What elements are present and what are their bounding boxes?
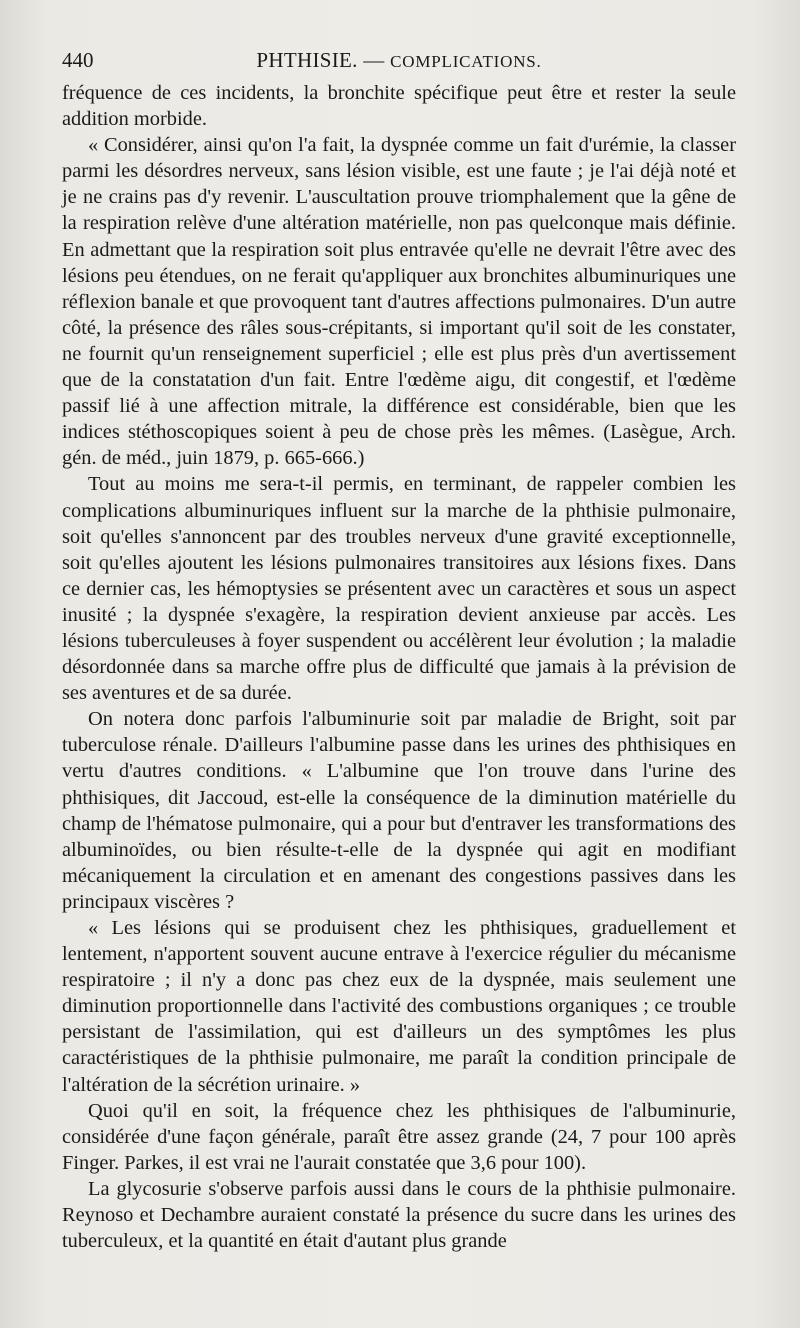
page-header	[62, 40, 736, 80]
paragraph-4: On notera donc parfois l'albuminurie soit par maladie de Bright, soit par tuberculose rénale. D'ailleurs l'albumine passe dans les urines des phthisiques en vertu d'autres conditions. « L'albumine que l'on trouve dans l'urine des phthisiques, dit Jaccoud, est-elle la conséquence de la diminution matérielle du champ de l'hématose pulmonaire, qui a pour but d'entraver les transformations des albuminoïdes, ou bien résulte-t-elle de la dyspnée qui agit en modifiant mécaniquement la circulation et en amenant des congestions passives dans les principaux viscères ?	[62, 708, 736, 913]
running-head-subtitle: COMPLICATIONS.	[390, 52, 542, 71]
paragraph-2: « Considérer, ainsi qu'on l'a fait, la dyspnée comme un fait d'urémie, la classer parmi les désordres nerveux, sans lésion visible, est une faute ; je l'ai déjà noté et je ne crains pas d'y revenir. L'auscultation prouve triomphalement que la gêne de la respiration relève d'une altération matérielle, non pas quelconque mais définie. En admettant que la respiration soit plus entravée qu'elle ne devrait l'être avec des lésions peu étendues, on ne ferait qu'appliquer aux bronchites albuminuriques une réflexion banale et que provoquent tant d'autres affections pulmonaires. D'un autre côté, la présence des râles sous-crépitants, si important qu'il soit de les constater, ne fournit qu'un renseignement superficiel ; elle est plus près d'un avertissement que de la constatation d'un fait. Entre l'œdème aigu, dit congestif, et l'œdème passif lié à une affection mitrale, la différence est considérable, bien que les indices stéthoscopiques soient à peu de chose près les mêmes. (Lasègue, Arch. gén. de méd., juin 1879, p. 665-666.)	[62, 134, 736, 470]
running-head-separator: —	[363, 48, 385, 72]
paragraph-6: Quoi qu'il en soit, la fréquence chez les phthisiques de l'albuminurie, considérée d'une façon générale, paraît être assez grande (24, 7 pour 100 après Finger. Parkes, il est vrai ne l'aurait constatée que 3,6 pour 100).	[62, 1099, 736, 1174]
page-number: 440	[62, 48, 94, 72]
paragraph-3: Tout au moins me sera-t-il permis, en terminant, de rappeler combien les complications albuminuriques influent sur la marche de la phthisie pulmonaire, soit qu'elles s'annoncent par des troubles nerveux d'une gravité exceptionnelle, soit qu'elles ajoutent les lésions pulmonaires transitoires aux lésions fixes. Dans ce dernier cas, les hémoptysies se présentent avec un caractères et sous un aspect inusité ; la dyspnée s'exagère, la respiration devient anxieuse par accès. Les lésions tuberculeuses à foyer suspendent ou accélèrent leur évolution ; la maladie désordonnée dans sa marche offre plus de difficulté que jamais à la prévision de ses aventures et de sa durée.	[62, 473, 736, 705]
paragraph-1: fréquence de ces incidents, la bronchite spécifique peut être et rester la seule addition morbide.	[62, 82, 736, 131]
running-head-title: PHTHISIE.	[256, 48, 358, 72]
paragraph-7: La glycosurie s'observe parfois aussi dans le cours de la phthisie pulmonaire. Reynoso et Dechambre auraient constaté la présence du sucre dans les urines des tuberculeux, et la quantité en était d'autant plus grande	[62, 1177, 736, 1253]
body-text	[62, 80, 736, 1254]
running-head	[62, 40, 736, 82]
paragraph-5: « Les lésions qui se produisent chez les phthisiques, graduellement et lentement, n'apportent souvent aucune entrave à l'exercice régulier du mécanisme respiratoire ; il n'y a donc pas chez eux de la dyspnée, mais seulement une diminution proportionnelle dans l'activité des combustions organiques ; ce trouble persistant de l'assimilation, qui est d'ailleurs un des symptômes les plus caractéristiques de la phthisie pulmonaire, me paraît la condition principale de l'altération de la sécrétion urinaire. »	[62, 917, 736, 1096]
